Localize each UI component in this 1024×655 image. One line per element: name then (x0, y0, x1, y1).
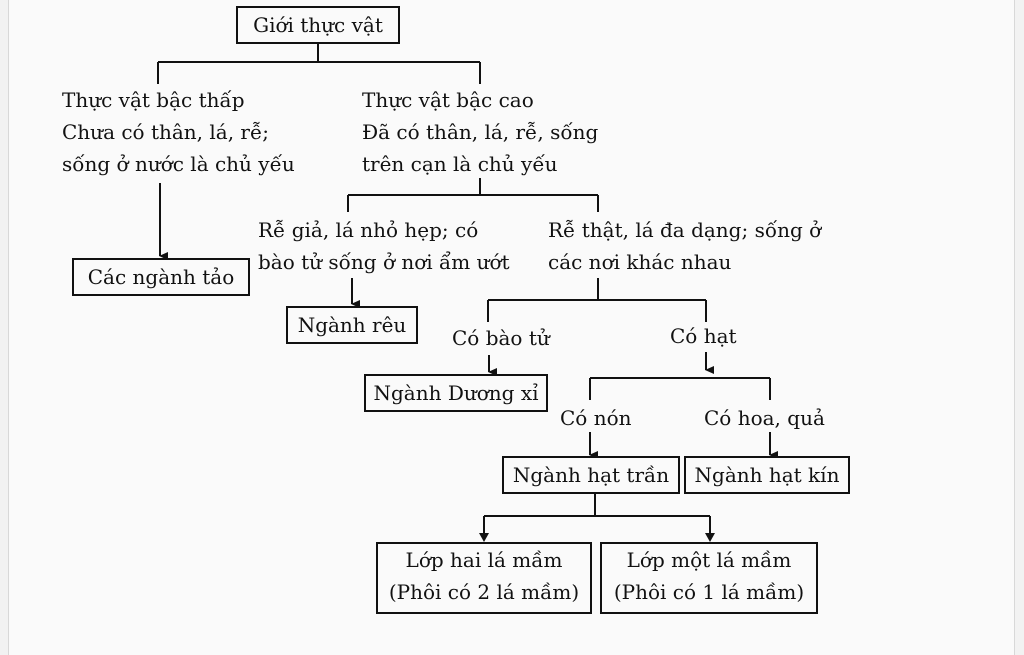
true-roots-line-2: các nơi khác nhau (548, 250, 732, 274)
moss-label: Ngành rêu (297, 313, 407, 337)
higher-plants-line-3: trên cạn là chủ yếu (362, 152, 558, 176)
seeds-text (670, 320, 737, 352)
higher-plants-line-2: Đã có thân, lá, rễ, sống (362, 120, 599, 144)
gymnosperm-label: Ngành hạt trần (512, 463, 670, 487)
true-roots-line-1: Rễ thật, lá đa dạng; sống ở (548, 218, 822, 242)
cones-text (560, 402, 632, 434)
spores-text (452, 322, 550, 354)
dicot-line-2: (Phôi có 2 lá mầm) (388, 580, 580, 604)
monocot-line-1: Lớp một lá mầm (626, 548, 792, 572)
higher-split-connector (348, 178, 598, 212)
cones-label: Có nón (560, 406, 632, 430)
moss-box (286, 306, 418, 344)
root-connector (158, 42, 480, 84)
algae-box (72, 258, 250, 296)
seeds-label: Có hạt (670, 324, 737, 348)
dicot-line-1: Lớp hai lá mầm (405, 548, 563, 572)
seeds-split-connector (590, 378, 770, 400)
fern-label: Ngành Dương xỉ (373, 381, 539, 405)
spores-label: Có bào tử (452, 326, 550, 350)
algae-label: Các ngành tảo (87, 265, 235, 289)
lower-plants-line-1: Thực vật bậc thấp (62, 88, 245, 112)
false-roots-text (258, 214, 510, 278)
false-roots-line-2: bào tử sống ở nơi ẩm ướt (258, 250, 510, 274)
lower-plants-line-2: Chưa có thân, lá, rễ; (62, 120, 270, 144)
lower-plants-line-3: sống ở nước là chủ yếu (62, 152, 295, 176)
gymnosperm-box (502, 456, 680, 494)
dicot-box (376, 542, 592, 614)
true-roots-text (548, 214, 821, 278)
flowers-fruits-text (704, 402, 825, 434)
root-box (236, 6, 400, 44)
higher-plants-text (362, 84, 598, 180)
false-roots-line-1: Rễ giả, lá nhỏ hẹp; có (258, 218, 479, 242)
angiosperm-box (684, 456, 850, 494)
lower-plants-text (62, 84, 295, 180)
root-label: Giới thực vật (253, 13, 383, 37)
fern-box (364, 374, 548, 412)
true-roots-connector (488, 278, 706, 322)
monocot-line-2: (Phôi có 1 lá mầm) (613, 580, 805, 604)
monocot-box (600, 542, 818, 614)
higher-plants-line-1: Thực vật bậc cao (362, 88, 534, 112)
classes-connector (484, 492, 710, 538)
flowers-fruits-label: Có hoa, quả (704, 406, 825, 430)
angiosperm-label: Ngành hạt kín (694, 463, 840, 487)
